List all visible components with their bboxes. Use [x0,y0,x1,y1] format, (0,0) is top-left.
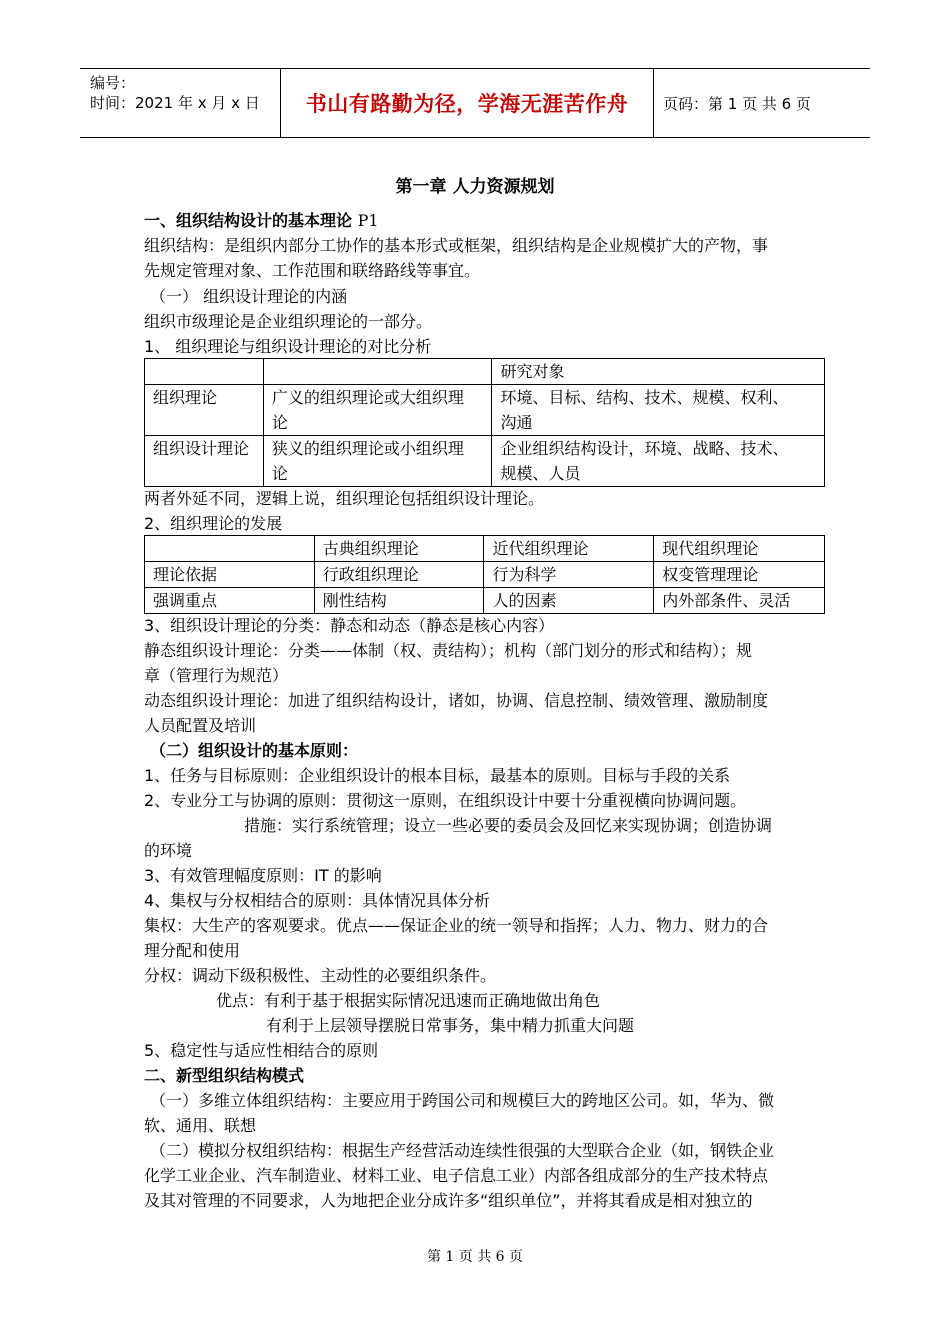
table-cell: 研究对象 [492,359,825,385]
table-cell: 近代组织理论 [484,536,654,562]
theory-development-table [144,535,825,614]
text-line: 的环境 [144,841,193,860]
table-cell: 理论依据 [145,562,315,588]
table-cell: 古典组织理论 [314,536,484,562]
table-cell: 刚性结构 [314,588,484,614]
table-cell [263,385,492,436]
advantage-line-2: 有利于上层领导摆脱日常事务，集中精力抓重大问题 [266,1016,635,1035]
cell-line: 论 [271,464,288,483]
text-line: 软、通用、联想 [144,1116,257,1135]
text-line: 动态组织设计理论：加进了组织结构设计，诸如，协调、信息控制、绩效管理、激励制度 [144,691,769,710]
table-cell [145,536,315,562]
text-line: 分权：调动下级积极性、主动性的必要组织条件。 [144,966,497,985]
table-row [145,436,825,487]
table-cell [263,436,492,487]
table-cell: 强调重点 [145,588,315,614]
cell-line: 沟通 [500,413,533,432]
text-line: 4、集权与分权相结合的原则：具体情况具体分析 [144,891,491,910]
item-5: 5、稳定性与适应性相结合的原则 [144,1041,379,1060]
table-cell [492,385,825,436]
table-cell: 人的因素 [484,588,654,614]
table-cell: 行政组织理论 [314,562,484,588]
table-cell: 现代组织理论 [654,536,825,562]
table-row [145,359,825,385]
table-cell [492,436,825,487]
page-footer: 第 1 页 共 6 页 [426,1249,524,1265]
text-line: 集权：大生产的客观要求。优点——保证企业的统一领导和指挥；人力、物力、财力的合 [144,916,769,935]
measures-line: 措施：实行系统管理；设立一些必要的委员会及回忆来实现协调；创造协调 [244,816,773,835]
motto-text: 书山有路勤为径，学海无涯苦作舟 [305,92,629,116]
text-line: （二）模拟分权组织结构：根据生产经营活动连续性很强的大型联合企业（如，钢铁企业 [150,1141,775,1160]
time-label: 时间：2021 年 x 月 x 日 [90,94,260,112]
paragraph-1: 组织市级理论是企业组织理论的一部分。 [144,312,433,331]
page-code: 页码：第 1 页 共 6 页 [663,94,811,113]
text-line: 章（管理行为规范） [144,666,289,685]
table1-note: 两者外延不同，逻辑上说，组织理论包括组织设计理论。 [144,489,545,508]
section1-heading-text: 一、组织结构设计的基本理论 [144,211,353,230]
item-2: 2、组织理论的发展 [144,514,283,533]
header-meta-cell [80,69,281,137]
header-page-cell [654,69,870,137]
cell-line: 论 [271,413,288,432]
table-row [145,385,825,436]
table-cell: 组织理论 [145,385,264,436]
header-motto-cell [281,69,654,137]
cell-line: 广义的组织理论或大组织理 [271,388,464,407]
text-line: 理分配和使用 [144,941,241,960]
text-line: 化学工业企业、汽车制造业、材料工业、电子信息工业）内部各组成部分的生产技术特点 [144,1166,769,1185]
chapter-title: 第一章 人力资源规划 [395,177,555,197]
cell-line: 企业组织结构设计，环境、战略、技术、 [500,439,789,458]
table-cell: 行为科学 [484,562,654,588]
text-line: 人员配置及培训 [144,716,257,735]
text-line: 1、任务与目标原则：企业组织设计的根本目标，最基本的原则。目标与手段的关系 [144,766,731,785]
item-1: 1、 组织理论与组织设计理论的对比分析 [144,337,432,356]
text-line: 2、专业分工与协调的原则：贯彻这一原则，在组织设计中要十分重视横向协调问题。 [144,791,747,810]
cell-line: 环境、目标、结构、技术、规模、权利、 [500,388,789,407]
table-cell: 组织设计理论 [145,436,264,487]
advantage-line-1: 优点：有利于基于根据实际情况迅速而正确地做出角色 [216,991,601,1010]
text-line: 3、组织设计理论的分类：静态和动态（静态是核心内容） [144,616,555,635]
principles-heading: （二）组织设计的基本原则： [150,741,359,760]
table-row [145,562,825,588]
text-line: 及其对管理的不同要求，人为地把企业分成许多“组织单位”，并将其看成是相对独立的 [144,1191,753,1210]
table-row [145,536,825,562]
section1-page-ref: P1 [357,211,379,230]
text-line: 3、有效管理幅度原则：IT 的影响 [144,866,382,885]
section2-heading: 二、新型组织结构模式 [144,1066,305,1085]
text-line: （一）多维立体组织结构：主要应用于跨国公司和规模巨大的跨地区公司。如，华为、微 [150,1091,775,1110]
table-cell: 权变管理理论 [654,562,825,588]
definition-line-1: 组织结构：是组织内部分工协作的基本形式或框架，组织结构是企业规模扩大的产物，事 [144,236,769,255]
table-row [145,588,825,614]
cell-line: 规模、人员 [500,464,581,483]
table-cell: 内外部条件、灵活 [654,588,825,614]
subsection-1-heading: （一） 组织设计理论的内涵 [150,287,348,306]
table-cell [263,359,492,385]
definition-line-2: 先规定管理对象、工作范围和联络路线等事宜。 [144,261,481,280]
comparison-table [144,358,825,487]
table-cell [145,359,264,385]
cell-line: 狭义的组织理论或小组织理 [271,439,464,458]
section1-heading [144,208,379,233]
text-line: 静态组织设计理论：分类——体制（权、责结构）；机构（部门划分的形式和结构）；规 [144,641,753,660]
page-header [80,68,870,138]
number-label: 编号： [90,74,136,92]
